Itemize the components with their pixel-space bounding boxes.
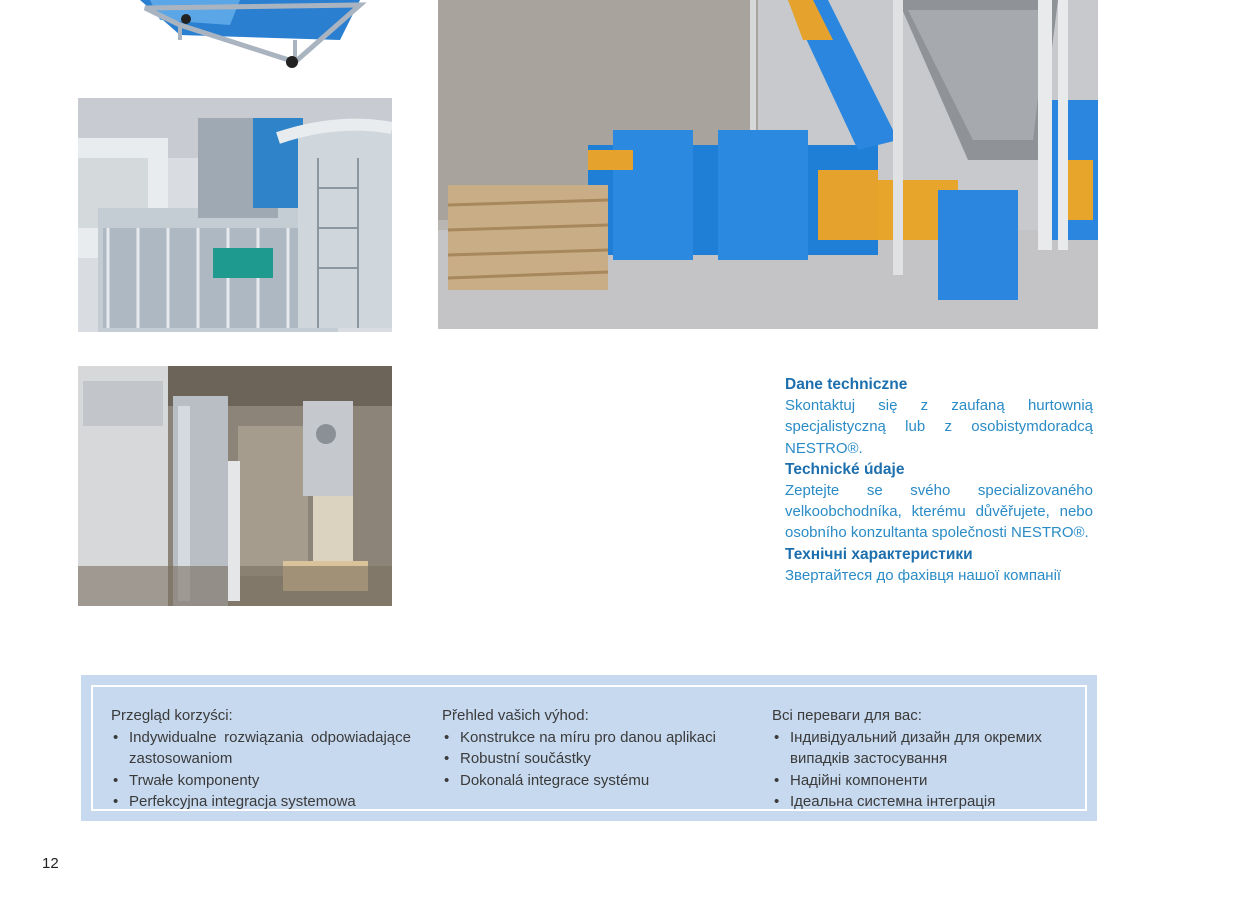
indoor-installation-photo xyxy=(78,366,392,606)
benefit-item: • Indywidualne rozwiązania odpowiadające zastosowaniom xyxy=(111,727,411,770)
benefit-item: • Dokonalá integrace systému xyxy=(442,770,742,792)
benefit-item: • Trwałe komponenty xyxy=(111,770,411,792)
technical-body-cz: Zeptejte se svého specializovaného velkoobchodníka, kterému důvěřujete, nebo osobního konzultanta společnosti NESTRO®. xyxy=(785,482,1093,542)
benefit-item: • Perfekcyjna integracja systemowa xyxy=(111,791,411,813)
benefits-column-pl xyxy=(111,705,411,813)
baler-machine-photo xyxy=(438,0,1098,329)
benefit-item: • Індивідуальний дизайн для окремих випадків застосування xyxy=(772,727,1072,770)
benefits-title-uk: Всі переваги для вас: xyxy=(772,707,922,724)
benefit-item: • Ідеальна системна інтеграція xyxy=(772,791,1072,813)
technical-heading-pl: Dane techniczne xyxy=(785,376,908,393)
benefits-inner-border xyxy=(91,685,1087,811)
benefit-item: • Robustní součástky xyxy=(442,748,742,770)
technical-data-block xyxy=(785,374,1093,586)
technical-body-pl: Skontaktuj się z zaufaną hurtownią specjalistyczną lub z osobistymdoradcą NESTRO®. xyxy=(785,397,1093,457)
benefit-item: • Konstrukce na míru pro danou aplikaci xyxy=(442,727,742,749)
benefits-column-uk xyxy=(772,705,1072,813)
page-number: 12 xyxy=(42,855,59,872)
technical-heading-uk: Технічні характеристики xyxy=(785,545,973,563)
technical-heading-cz: Technické údaje xyxy=(785,460,905,478)
technical-body-uk: Звертайтеся до фахівця нашої компанії xyxy=(785,566,1062,584)
outdoor-dryer-photo xyxy=(78,98,392,332)
benefits-title-pl: Przegląd korzyści: xyxy=(111,707,233,724)
benefits-column-cz xyxy=(442,705,742,791)
benefit-item: • Надійні компоненти xyxy=(772,770,1072,792)
benefits-title-cz: Přehled vašich výhod: xyxy=(442,707,589,724)
benefits-box xyxy=(81,675,1097,821)
machine-frame-photo xyxy=(120,0,370,70)
